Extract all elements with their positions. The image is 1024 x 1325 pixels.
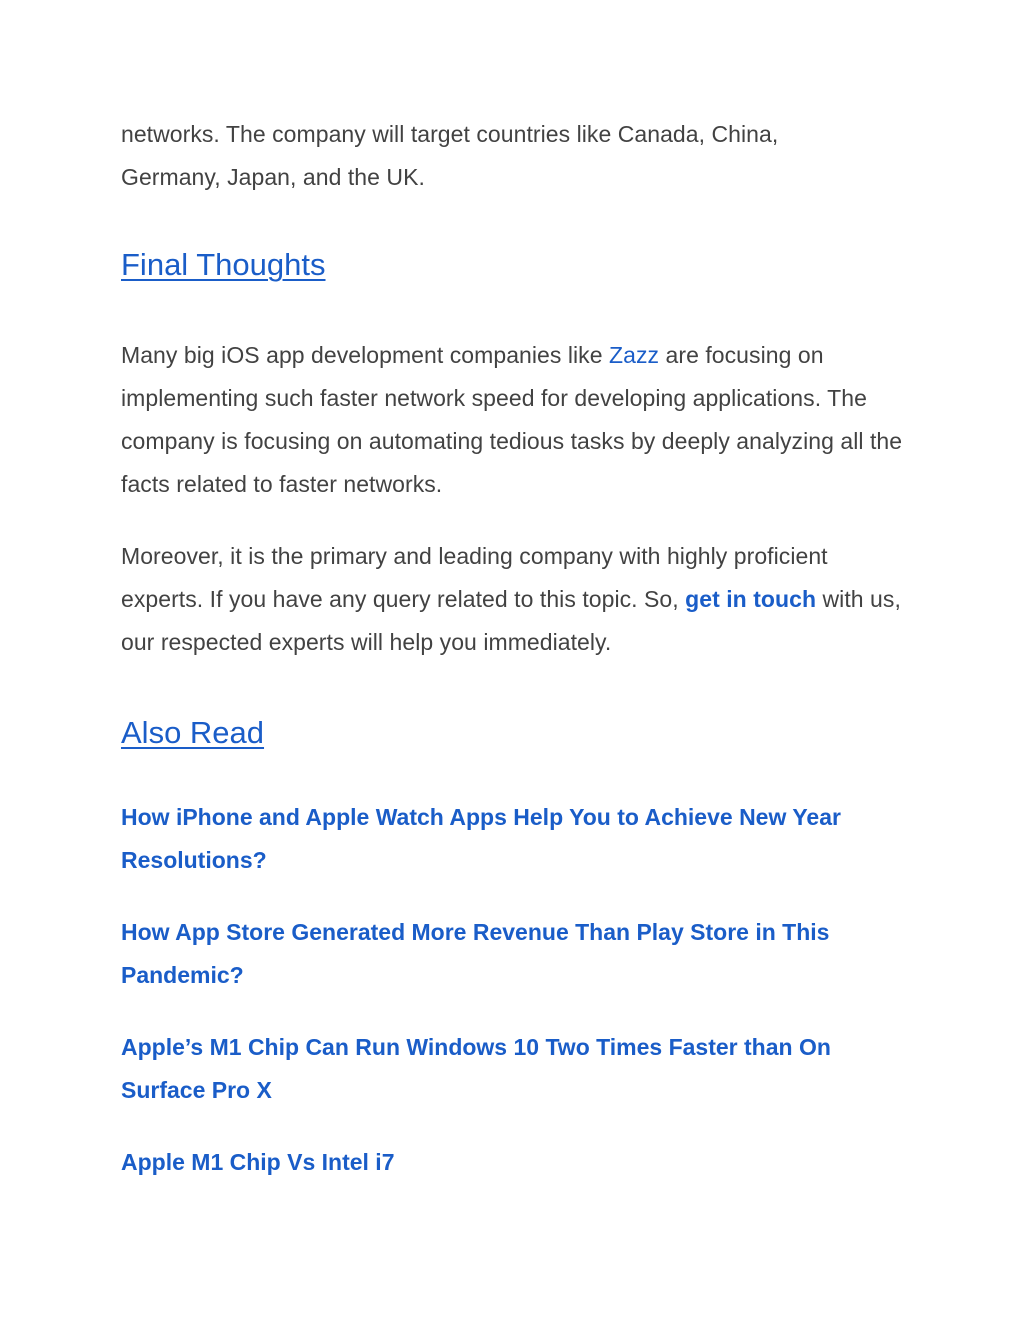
related-article-item: [121, 911, 911, 997]
zazz-link[interactable]: Zazz: [609, 342, 660, 368]
paragraph-2-text-end: with us, our respected experts will help you immediately.: [121, 586, 901, 655]
get-in-touch-link[interactable]: get in touch: [685, 586, 817, 612]
also-read-heading-link[interactable]: Also Read: [121, 715, 265, 750]
related-article-item: [121, 1141, 911, 1184]
also-read-heading: [121, 713, 911, 753]
final-thoughts-heading-link[interactable]: Final Thoughts: [121, 247, 326, 282]
final-thoughts-paragraph-1: [121, 334, 911, 506]
document-page: [121, 113, 911, 1184]
related-article-link-m1-vs-i7[interactable]: Apple M1 Chip Vs Intel i7: [121, 1149, 395, 1175]
intro-line-2: Germany, Japan, and the UK.: [121, 164, 425, 190]
related-article-link-app-store-revenue[interactable]: How App Store Generated More Revenue Than Play Store in This Pandemic?: [121, 919, 830, 988]
final-thoughts-paragraph-2: [121, 535, 911, 664]
final-thoughts-heading: [121, 245, 911, 285]
intro-paragraph: [121, 113, 911, 199]
related-article-item: [121, 1026, 911, 1112]
intro-line-1: networks. The company will target countries like Canada, China,: [121, 121, 779, 147]
paragraph-1-text-start: Many big iOS app development companies like: [121, 342, 610, 368]
paragraph-1-text-end: are focusing on implementing such faster network speed for developing applications. The company is focusing on automating tedious tasks by deeply analyzing all the facts related to faster networks.: [121, 342, 903, 497]
related-article-item: [121, 796, 911, 882]
related-article-link-m1-windows[interactable]: Apple’s M1 Chip Can Run Windows 10 Two Times Faster than On Surface Pro X: [121, 1034, 831, 1103]
paragraph-2-text-start: Moreover, it is the primary and leading company with highly proficient experts. If you have any query related to this topic. So,: [121, 543, 828, 612]
related-article-link-iphone-watch[interactable]: How iPhone and Apple Watch Apps Help You to Achieve New Year Resolutions?: [121, 804, 841, 873]
